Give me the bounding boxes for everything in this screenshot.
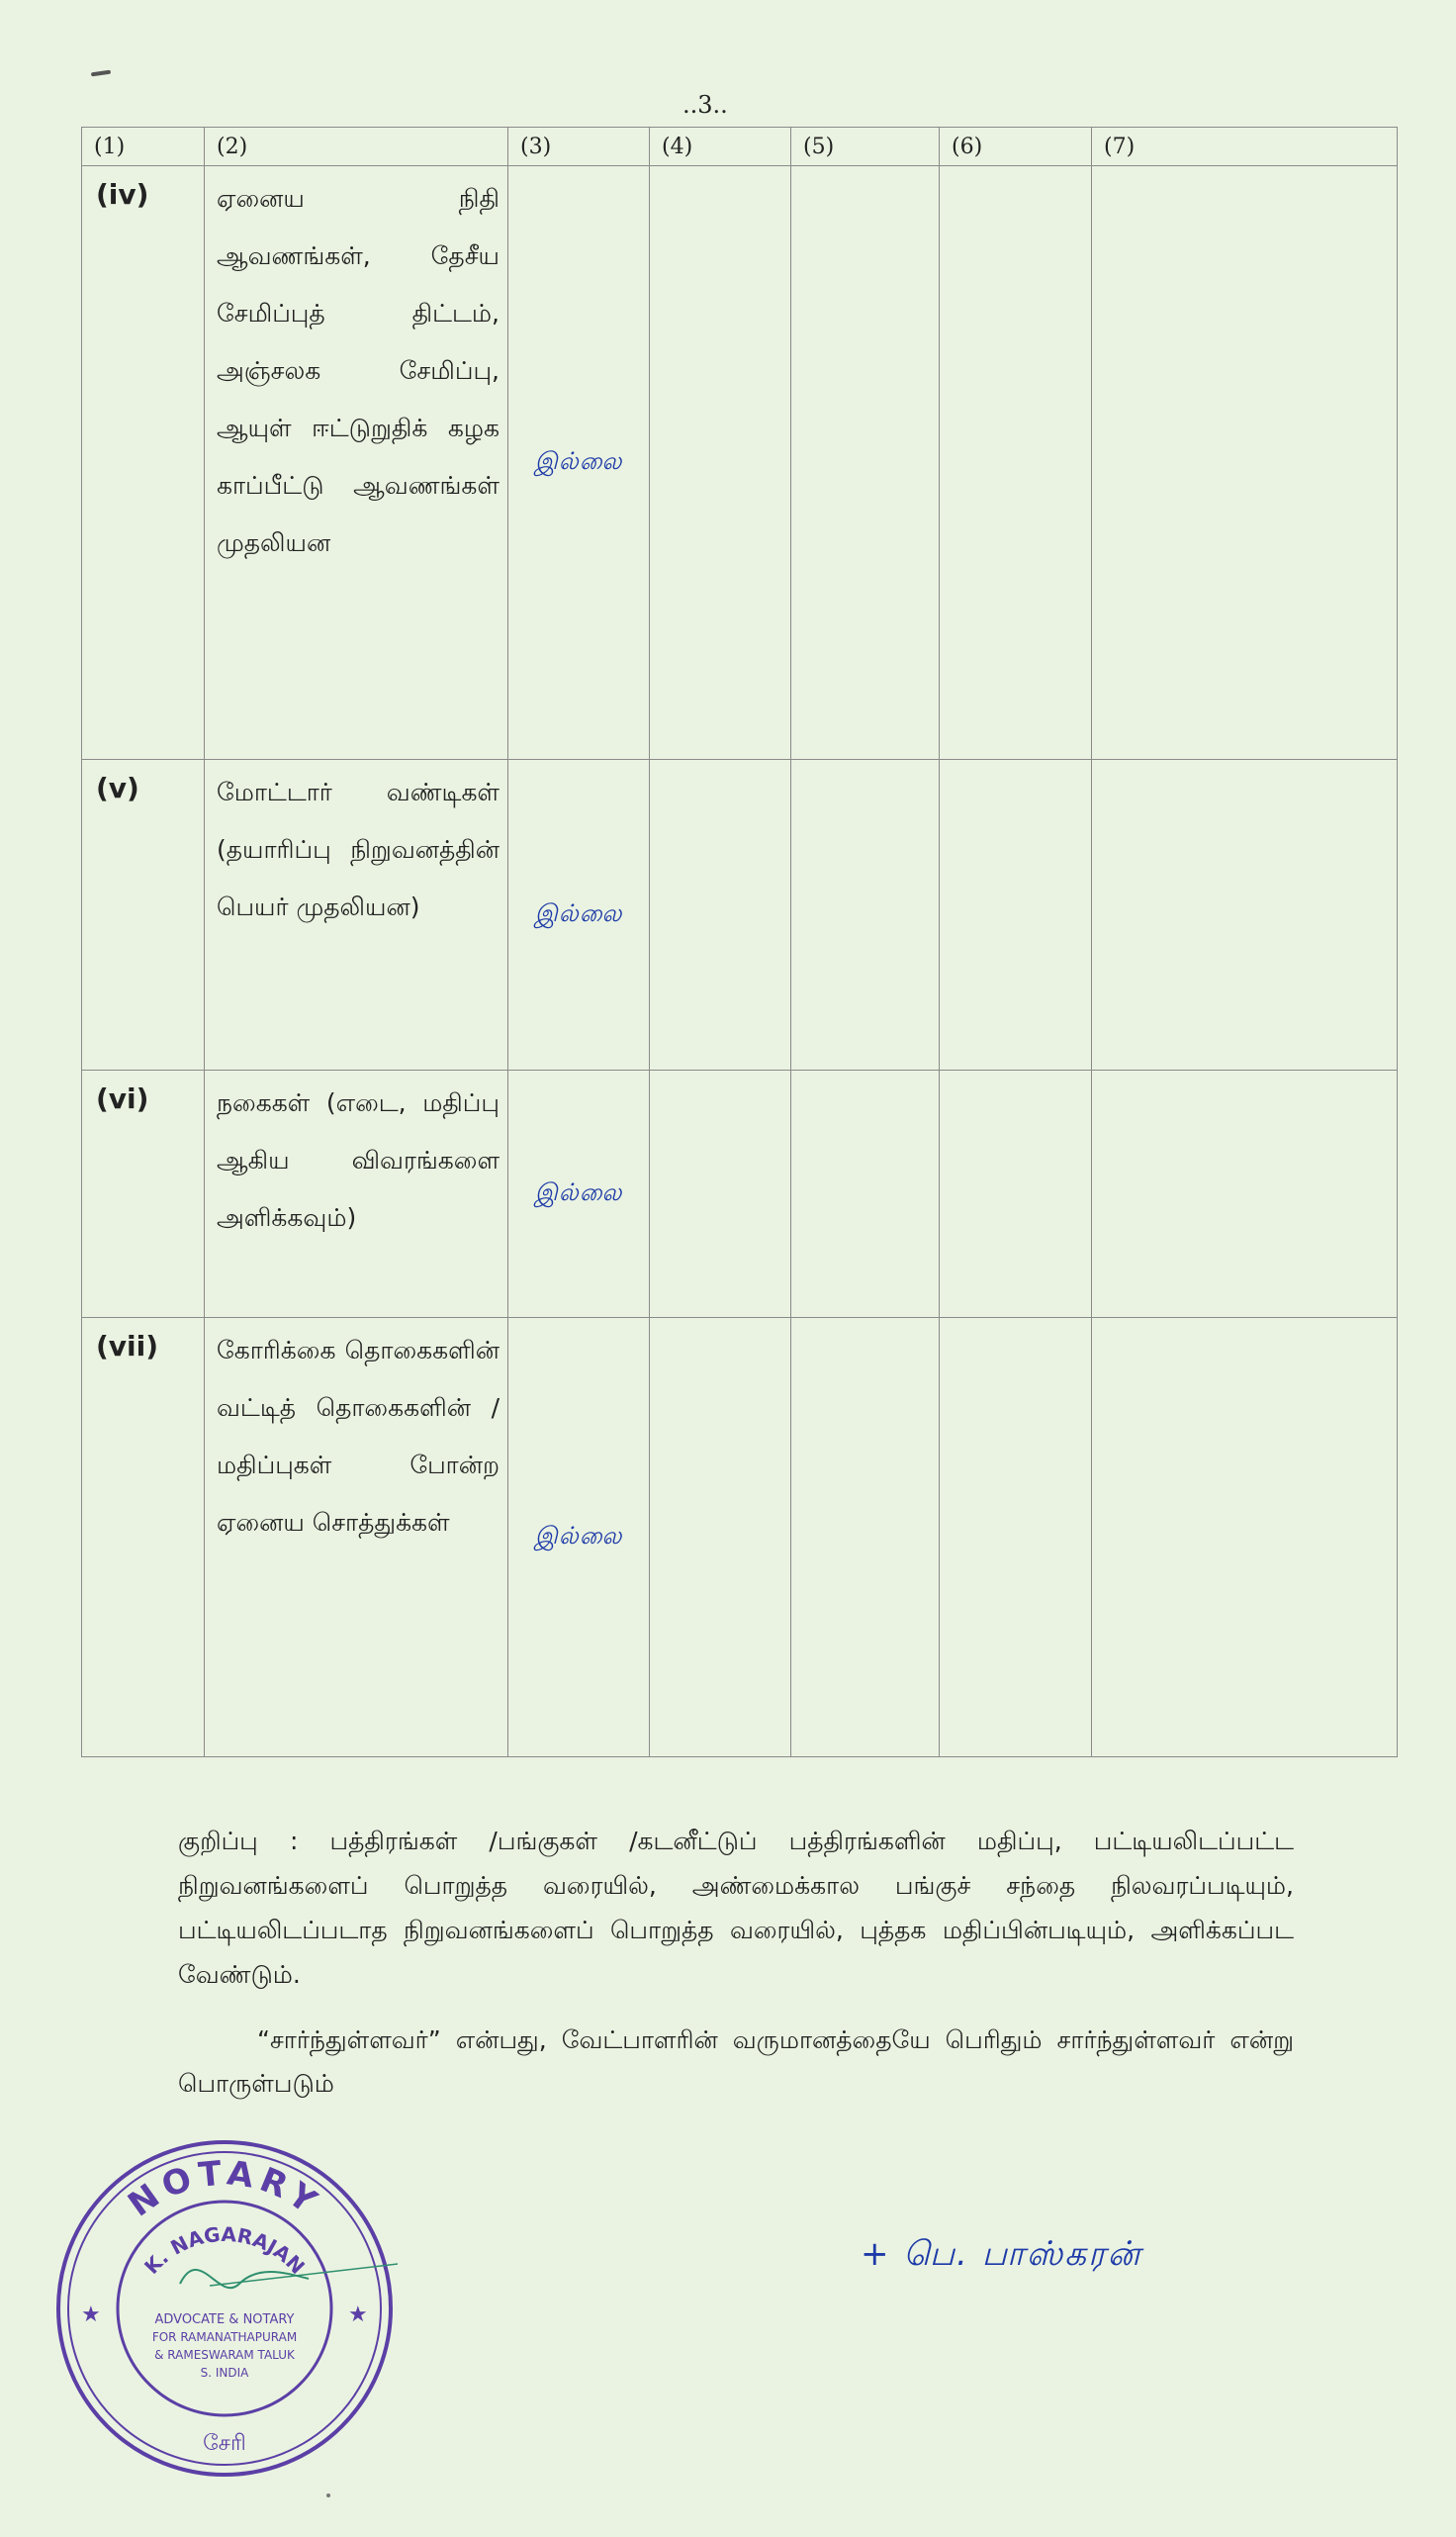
empty-cell [791, 760, 940, 1071]
row-description: நகைகள் (எடை, மதிப்பு ஆகிய விவரங்களை அளிக்கவும்) [205, 1071, 508, 1318]
empty-cell [940, 1318, 1092, 1757]
row-description: மோட்டார் வண்டிகள் (தயாரிப்பு நிறுவனத்தின் பெயர் முதலியன) [205, 760, 508, 1071]
empty-cell [1092, 1071, 1398, 1318]
notary-seal [51, 2135, 398, 2482]
empty-cell [1092, 166, 1398, 760]
seal-notary-label: NOTARY [121, 2153, 328, 2225]
empty-cell [650, 1318, 791, 1757]
seal-bottom-text: சேரி [203, 2431, 246, 2456]
table-row [82, 1318, 1398, 1757]
empty-cell [1092, 1318, 1398, 1757]
seal-star-right: ★ [348, 2302, 368, 2327]
empty-cell [650, 1071, 791, 1318]
empty-cell [791, 166, 940, 760]
column-header-5: (5) [791, 128, 940, 166]
seal-name: K. NAGARAJAN [139, 2221, 310, 2279]
column-header-1: (1) [82, 128, 205, 166]
seal-line-2: FOR RAMANATHAPURAM [151, 2330, 298, 2344]
handwritten-value: இல்லை [508, 166, 650, 760]
empty-cell [940, 166, 1092, 760]
column-header-4: (4) [650, 128, 791, 166]
table-header-row [82, 128, 1398, 166]
valuation-note: குறிப்பு : பத்திரங்கள் /பங்குகள் /கடனீட்டுப் பத்திரங்களின் மதிப்பு, பட்டியலிடப்பட்ட நிறுவனங்களைப் பொறுத்த வரையில், அண்மைக்கால பங்குச் சந்தை நிலவரப்படியும், பட்டியலிடப்படாத நிறுவனங்களைப் பொறுத்த வரையில், புத்தக மதிப்பின்படியும், அளிக்கப்பட வேண்டும். [178, 1827, 1294, 1989]
empty-cell [940, 760, 1092, 1071]
empty-cell [650, 166, 791, 760]
handwritten-value: இல்லை [508, 1318, 650, 1757]
row-description: ஏனைய நிதி ஆவணங்கள், தேசீய சேமிப்புத் திட்டம், அஞ்சலக சேமிப்பு, ஆயுள் ஈட்டுறுதிக் கழக காப்பீட்டு ஆவணங்கள் முதலியன [205, 166, 508, 760]
row-number: (v) [82, 760, 205, 1071]
handwritten-value: இல்லை [508, 760, 650, 1071]
page-number: ..3.. [682, 91, 728, 119]
row-description: கோரிக்கை தொகைகளின் வட்டித் தொகைகளின் /மதிப்புகள் போன்ற ஏனைய சொத்துக்கள் [205, 1318, 508, 1757]
empty-cell [650, 760, 791, 1071]
table-row [82, 1071, 1398, 1318]
empty-cell [791, 1071, 940, 1318]
seal-line-1: ADVOCATE & NOTARY [154, 2312, 295, 2327]
dependent-definition-note: “சார்ந்துள்ளவர்” என்பது, வேட்பாளரின் வருமானத்தையே பெரிதும் சார்ந்துள்ளவர் என்று பொருள்படும் [178, 2025, 1294, 2098]
seal-line-3: & RAMESWARAM TALUK [154, 2348, 295, 2362]
empty-cell [940, 1071, 1092, 1318]
stray-mark [326, 2493, 330, 2497]
handwritten-value: இல்லை [508, 1071, 650, 1318]
stray-mark [91, 70, 111, 77]
empty-cell [791, 1318, 940, 1757]
table-row [82, 166, 1398, 760]
column-header-3: (3) [508, 128, 650, 166]
seal-star-left: ★ [81, 2302, 101, 2327]
seal-line-4: S. INDIA [200, 2366, 249, 2380]
empty-cell [1092, 760, 1398, 1071]
column-header-2: (2) [205, 128, 508, 166]
row-number: (iv) [82, 166, 205, 760]
table-row [82, 760, 1398, 1071]
row-number: (vi) [82, 1071, 205, 1318]
asset-table [81, 127, 1398, 1757]
row-number: (vii) [82, 1318, 205, 1757]
handwritten-signature: + பெ. பாஸ்கரன் [861, 2234, 1142, 2274]
seal-inner-ring [68, 2152, 381, 2465]
column-header-6: (6) [940, 128, 1092, 166]
column-header-7: (7) [1092, 128, 1398, 166]
